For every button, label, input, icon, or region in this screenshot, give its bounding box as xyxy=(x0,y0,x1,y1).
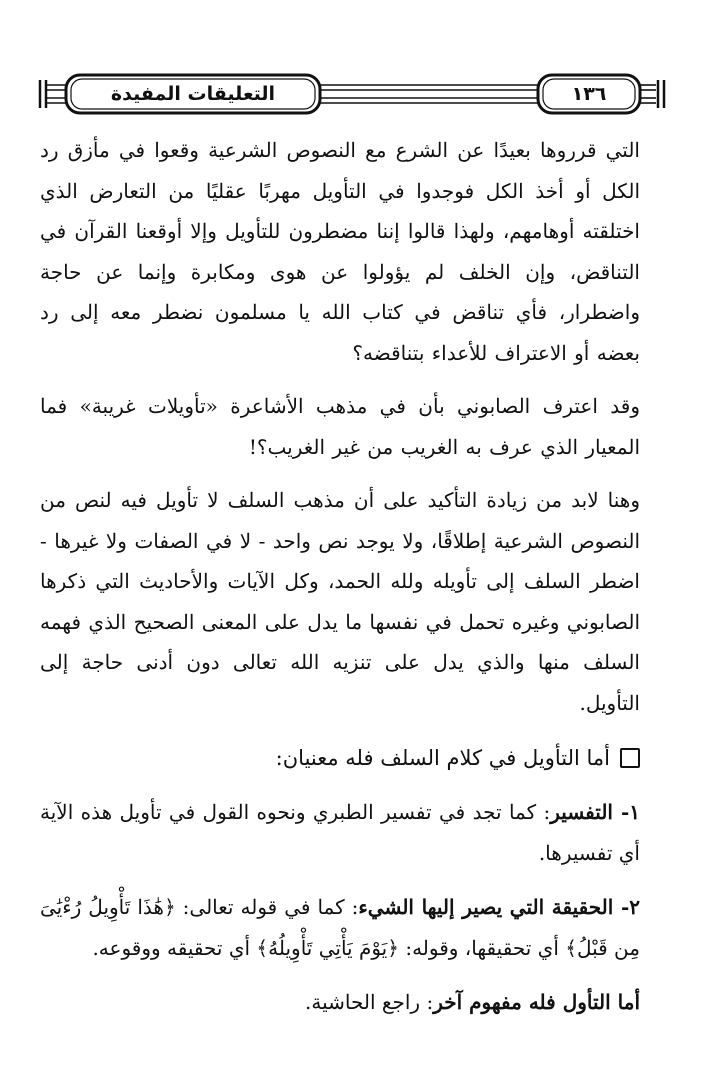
section-heading-text: أما التأويل في كلام السلف فله معنيان: xyxy=(275,746,610,770)
item-term: ١- التفسير xyxy=(550,800,640,824)
closing-text: : راجع الحاشية. xyxy=(304,990,434,1014)
closing-term: أما التأول فله مفهوم آخر xyxy=(433,990,640,1014)
section-heading xyxy=(40,738,640,778)
page-number: ١٣٦ xyxy=(571,83,607,105)
list-item xyxy=(40,792,640,873)
paragraph-2: وقد اعترف الصابوني بأن في مذهب الأشاعرة «تأويلات غريبة» فما المعيار الذي عرف به الغريب من غير الغريب؟! xyxy=(40,394,640,459)
closing-note xyxy=(40,982,640,1023)
paragraph-1: التي قرروها بعيدًا عن الشرع مع النصوص الشرعية وقعوا في مأزق رد الكل أو أخذ الكل فوجدوا في التأويل مهربًا عقليًا من التعارض الذي اختلقته أوهامهم، ولهذا قالوا إننا مضطرون للتأويل وإلا أوقعنا القرآن في التناقض، وإن الخلف لم يؤولوا عن هوى ومكابرة وإنما عن حاجة واضطرار، فأي تناقض في كتاب الله يا مسلمون نضطر معه إلى رد بعضه أو الاعتراف للأعداء بتناقضه؟ xyxy=(40,138,641,365)
item-term: ٢- الحقيقة التي يصير إليها الشيء xyxy=(358,895,640,919)
running-title: التعليقات المفيدة xyxy=(110,83,276,105)
item-text: : كما تجد في تفسير الطبري ونحوه القول في تأويل هذه الآية أي تفسيرها. xyxy=(40,800,640,865)
page-header xyxy=(38,72,666,116)
list-item xyxy=(40,887,640,968)
item-text: : كما في قوله تعالى: ﴿هَٰذَا تَأْوِيلُ رُءْيَٰىَ مِن قَبْلُ﴾ أي تحقيقها، وقوله: ﴿يَوْمَ يَأْتِي تَأْوِيلُهُ﴾ أي تحقيقه ووقوعه. xyxy=(40,895,640,960)
page-body xyxy=(40,130,640,1023)
checkbox-square-icon xyxy=(620,748,640,768)
paragraph-3: وهنا لابد من زيادة التأكيد على أن مذهب السلف لا تأويل فيه لنص من النصوص الشرعية إطلاقًا، ولا يوجد نص واحد - لا في الصفات ولا غيرها - اضطر السلف إلى تأويله ولله الحمد، وكل الآيات والأحاديث التي ذكرها الصابوني وغيره تحمل في نفسها ما يدل على المعنى الصحيح الذي فهمه السلف منها والذي يدل على تنزيه الله تعالى دون أدنى حاجة إلى التأويل. xyxy=(40,488,641,715)
